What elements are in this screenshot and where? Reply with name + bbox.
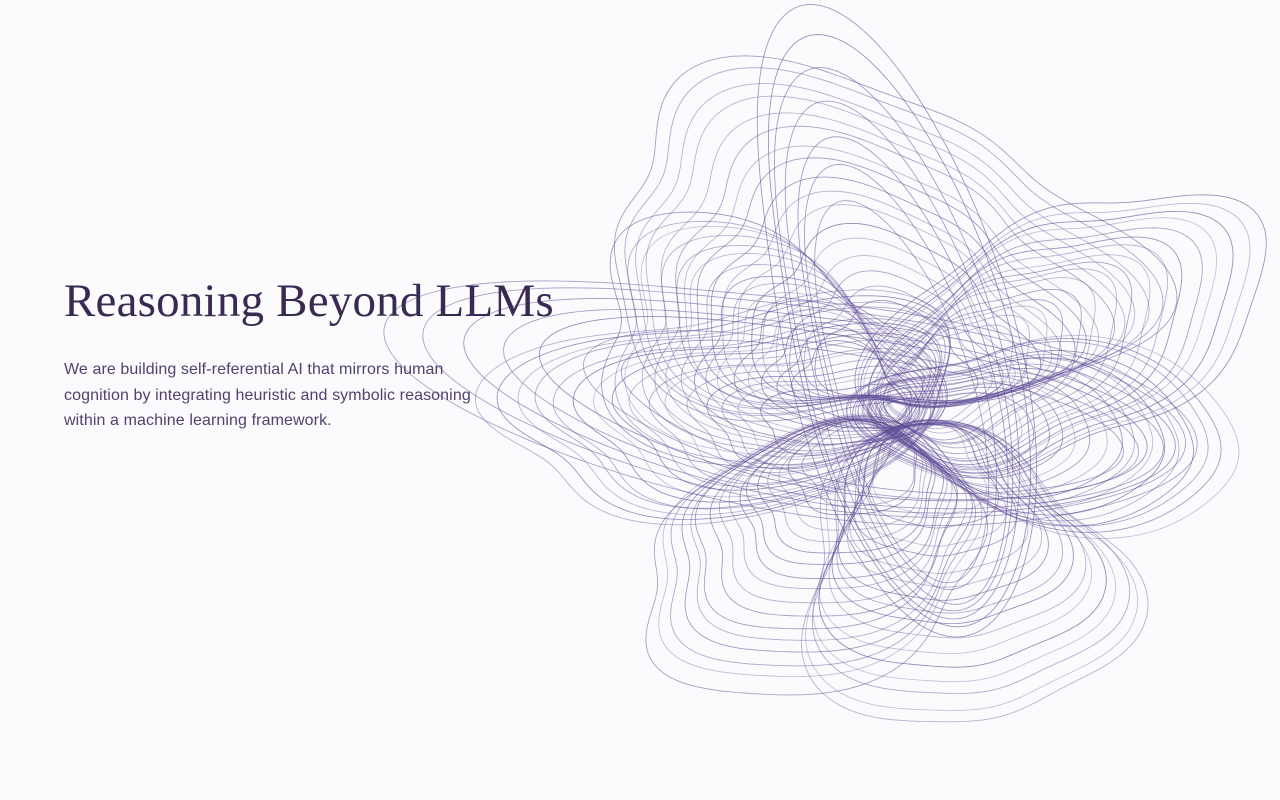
flower-ring [776, 256, 1015, 409]
flower-ring [676, 126, 1115, 404]
flower-ring [804, 286, 992, 407]
flower-ring [805, 164, 997, 589]
flower-ring [873, 421, 987, 516]
flower-ring [695, 419, 957, 629]
flower-ring [802, 424, 915, 506]
flower-ring [868, 237, 1182, 465]
flower-ring [593, 329, 939, 497]
flower-ring [602, 212, 948, 468]
flower-ring [747, 419, 936, 564]
flower-ring [497, 296, 950, 520]
flower-ring [661, 113, 1125, 408]
flower-ring [734, 301, 919, 431]
flower-ring [802, 423, 1149, 722]
flower-ring [878, 278, 1095, 444]
flower-ring [695, 276, 931, 444]
flower-ring [873, 245, 1167, 461]
flower-ring [707, 366, 923, 469]
flower-ring [665, 352, 924, 477]
flower-ring [614, 56, 1177, 422]
flower-ring [847, 336, 1239, 539]
flower-ring [646, 419, 988, 695]
flower-ring [869, 376, 1090, 488]
flower-ring [723, 191, 1062, 406]
flower-ring [629, 340, 931, 486]
flower-ring [855, 354, 1179, 521]
flower-ring [863, 358, 1152, 506]
flower-ring [790, 271, 1004, 408]
flower-ring [812, 422, 1129, 694]
flower-ring [621, 340, 1123, 493]
flower-ring [885, 393, 1022, 462]
flower-ring [867, 368, 1122, 498]
flower-ring [880, 269, 1116, 448]
flower-ring [719, 419, 952, 603]
flower-ring [539, 317, 1147, 501]
flower-ring [687, 359, 924, 473]
flower-ring [681, 265, 934, 445]
flower-ring [883, 300, 1062, 440]
flower-ring [518, 302, 950, 515]
flower-ring [763, 238, 1027, 406]
flower-ring [659, 414, 982, 677]
flower-ring [858, 203, 1250, 476]
flower-ring [682, 416, 972, 653]
flower-ring [646, 96, 1135, 409]
flower-ring [625, 226, 941, 457]
flower-ring [815, 201, 989, 583]
flower-ring [829, 421, 1086, 638]
flower-ring [717, 293, 920, 436]
flower-ring [848, 424, 1042, 587]
flower-ring [853, 351, 1194, 526]
flower-ring [880, 393, 1033, 470]
flower-ring [858, 358, 1165, 515]
flower-ring [748, 310, 916, 428]
flower-ring [861, 211, 1233, 473]
flower-ring [792, 341, 907, 423]
flower-ring [722, 373, 916, 465]
flower-ring [697, 158, 1086, 403]
flower-ring [615, 221, 946, 464]
flower-ring [625, 68, 1163, 416]
flower-ring [806, 425, 1138, 710]
flower-ring [869, 228, 1202, 467]
flower-ring [711, 177, 1075, 407]
flower-ring [535, 307, 945, 508]
flower-ring [837, 423, 1063, 613]
flower-ring [752, 223, 1041, 407]
flower-ring [889, 325, 1012, 425]
flower-ring [883, 289, 1081, 442]
flower-ring [612, 333, 936, 490]
flower-ring [649, 349, 930, 484]
flower-ring [757, 4, 1036, 637]
flower-ring [860, 424, 1006, 546]
flower-ring [464, 299, 1176, 514]
flower-ring [785, 101, 1013, 611]
flower-ring [850, 424, 1028, 573]
flower-ring [666, 253, 935, 446]
flower-ring [710, 419, 957, 616]
flower-ring [864, 218, 1217, 469]
flower-ring [642, 236, 943, 454]
flower-ring [798, 137, 1008, 605]
flower-ring [691, 417, 967, 640]
flower-ring [706, 283, 925, 438]
flower-ring [876, 262, 1132, 454]
flower-ring [636, 84, 1149, 414]
flower-ring [758, 421, 932, 553]
flower-ring [838, 424, 1048, 600]
flower-ring [832, 420, 1073, 623]
flower-ring [813, 424, 1116, 682]
flower-ring [887, 306, 1047, 433]
flower-ring [819, 423, 1106, 667]
hero-description [64, 357, 554, 434]
flower-ring [875, 255, 1150, 459]
flower-ring [504, 309, 1164, 509]
flower-ring [671, 416, 976, 666]
flower-ring [846, 339, 1221, 533]
page-title: Reasoning Beyond LLMs [64, 275, 554, 327]
flower-ring [768, 35, 1030, 627]
description-line-2: cognition by integrating heuristic and symbolic reasoning [64, 386, 471, 404]
flower-ring [553, 319, 942, 509]
flower-ring [869, 420, 999, 528]
flower-ring [768, 422, 927, 542]
flower-ring [815, 301, 978, 406]
flower-ring [738, 378, 910, 460]
flower-ring [573, 323, 940, 502]
flower-ring [774, 68, 1019, 619]
flower-ring [879, 387, 1049, 473]
flower-ring [779, 423, 923, 530]
flower-ring [761, 384, 912, 455]
flower-ring [655, 245, 940, 450]
flower-ring [583, 331, 1138, 500]
flower-ring [761, 322, 911, 428]
flower-ring [819, 423, 1091, 654]
flower-ring [876, 384, 1063, 479]
flower-ring [738, 205, 1052, 404]
hero-section [64, 272, 554, 434]
flower-ring [729, 418, 947, 589]
flower-ring [788, 420, 916, 515]
flower-ring [854, 421, 1016, 556]
flower-ring [685, 146, 1099, 407]
flower-ring [862, 364, 1134, 503]
flower-ring [871, 382, 1075, 486]
flower-ring [850, 342, 1208, 527]
flower-ring [740, 421, 944, 579]
flower-ring [869, 373, 1107, 494]
flower-ring [777, 334, 910, 428]
flower-ring [888, 315, 1030, 428]
description-line-1: We are building self-referential AI that mirrors human [64, 361, 444, 378]
description-line-3: within a machine learning framework. [64, 412, 332, 429]
flower-ring [855, 195, 1266, 478]
